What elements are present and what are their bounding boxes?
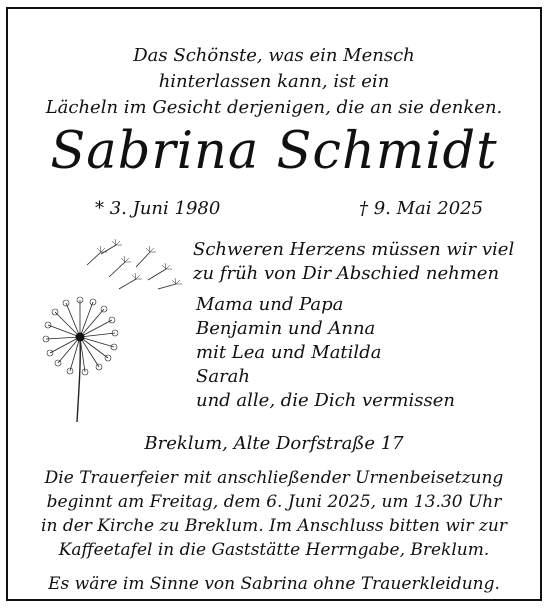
mourner-entry: Sarah: [196, 366, 250, 387]
farewell-message: [193, 238, 514, 286]
mourner-entry: Benjamin und Anna: [196, 318, 376, 339]
memorial-quote: [8, 43, 540, 121]
address-line: Breklum, Alte Dorfstraße 17: [144, 433, 404, 454]
ceremony-line: Kaffeetafel in die Gaststätte Herrngabe, Breklum.: [58, 540, 490, 560]
quote-line: hinterlassen kann, ist ein: [158, 71, 390, 92]
mourner-entry: mit Lea und Matilda: [196, 342, 382, 363]
obituary-frame: [6, 7, 542, 601]
birth-date: * 3. Juni 1980: [95, 198, 221, 219]
quote-line: Lächeln im Gesicht derjenigen, die an sie denken.: [45, 97, 503, 118]
mourners-list: [196, 293, 455, 413]
ceremony-line: beginnt am Freitag, dem 6. Juni 2025, um 13.30 Uhr: [46, 492, 502, 512]
death-date: † 9. Mai 2025: [359, 198, 484, 219]
ceremony-details: [8, 466, 540, 562]
deceased-name: Sabrina Schmidt: [50, 122, 498, 181]
mourner-entry: und alle, die Dich vermissen: [196, 390, 455, 411]
mourner-entry: Mama und Papa: [196, 294, 344, 315]
ceremony-line: Die Trauerfeier mit anschließender Urnenbeisetzung: [44, 468, 504, 488]
closing-note: Es wäre im Sinne von Sabrina ohne Trauerkleidung.: [48, 574, 500, 594]
farewell-line: zu früh von Dir Abschied nehmen: [193, 263, 500, 284]
farewell-line: Schweren Herzens müssen wir viel: [193, 239, 515, 260]
quote-line: Das Schönste, was ein Mensch: [133, 45, 415, 66]
ceremony-line: in der Kirche zu Breklum. Im Anschluss bitten wir zur: [41, 516, 507, 536]
dandelion-icon: [38, 237, 188, 432]
